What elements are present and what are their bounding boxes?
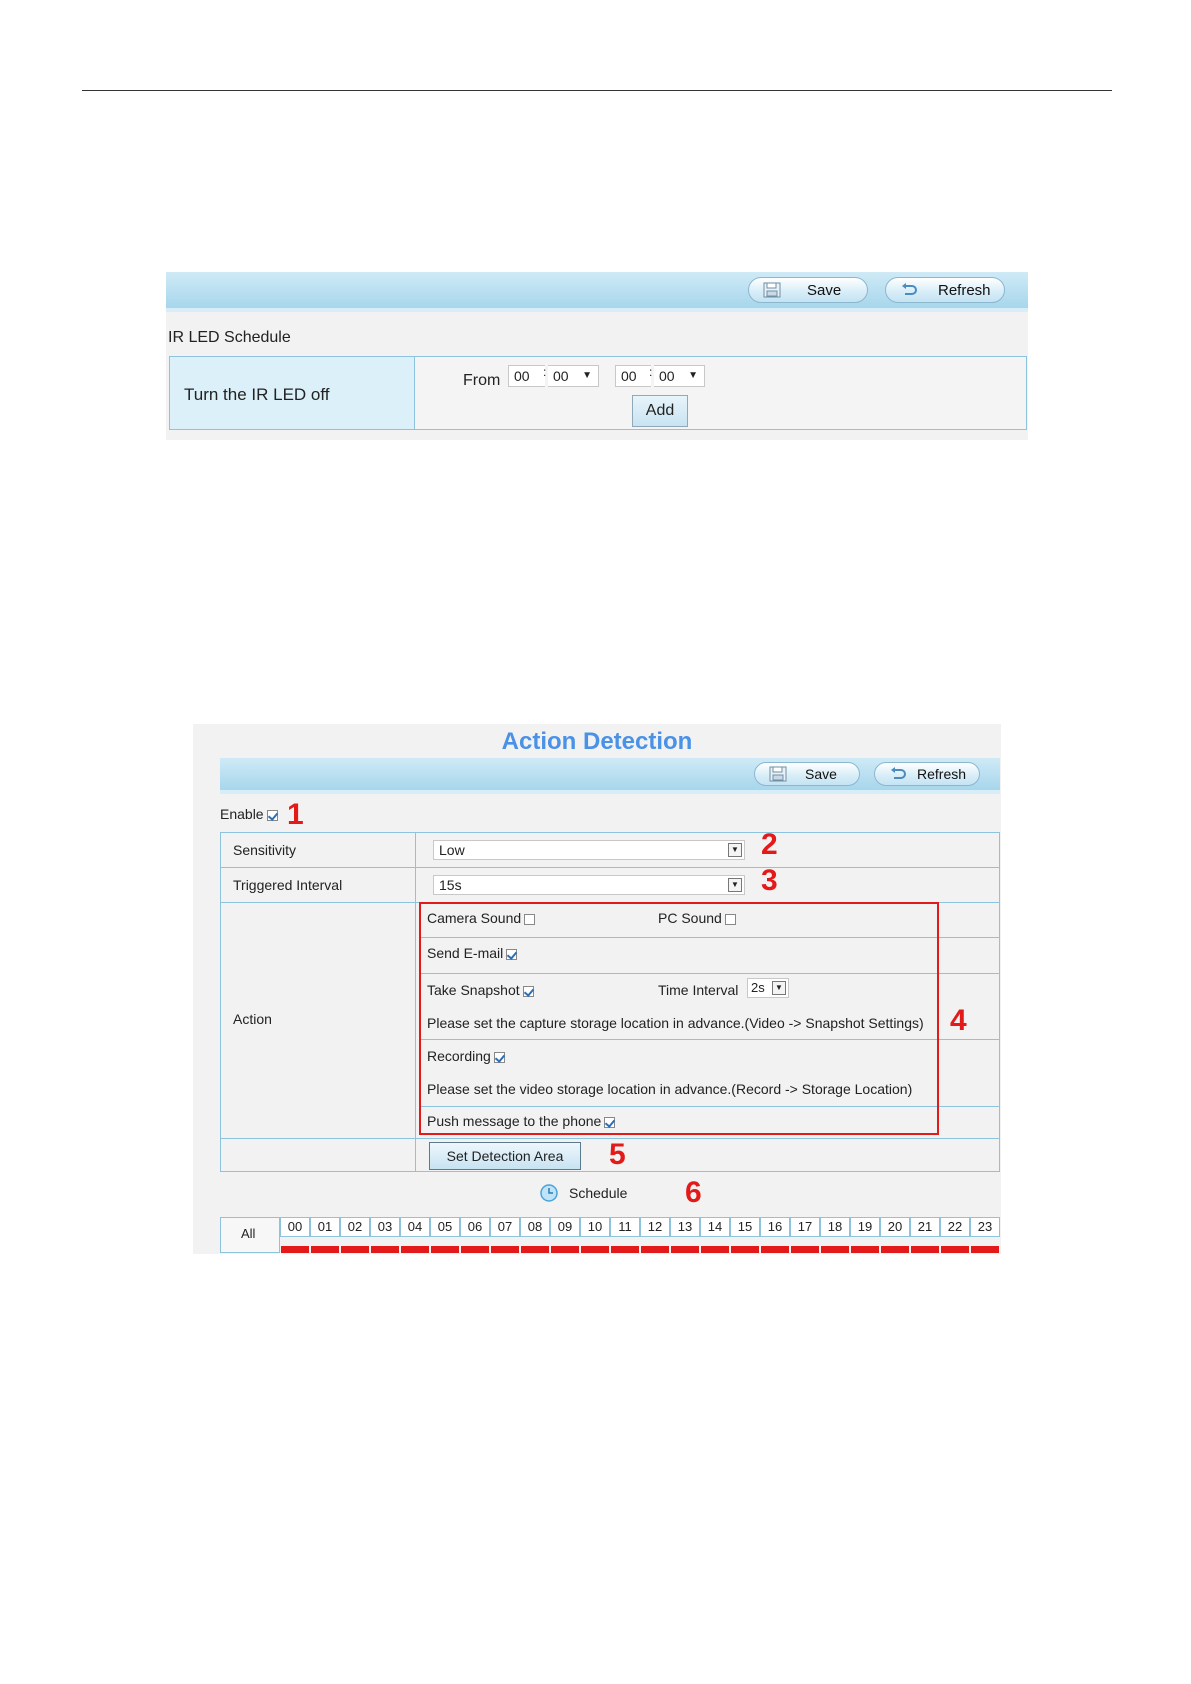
annotation-4: 4 xyxy=(950,1004,967,1037)
recording-option xyxy=(427,1048,505,1064)
triggered-interval-select[interactable] xyxy=(433,875,745,895)
triggered-interval-value: 15s xyxy=(439,877,462,893)
section-title: IR LED Schedule xyxy=(168,329,291,346)
ir-row-label: Turn the IR LED off xyxy=(184,385,330,404)
annotation-1: 1 xyxy=(287,798,304,831)
push-message-option xyxy=(427,1113,615,1129)
schedule-slot-11[interactable] xyxy=(611,1246,639,1253)
send-email-option xyxy=(427,945,517,961)
clock-icon xyxy=(540,1184,558,1202)
sensitivity-select[interactable] xyxy=(433,840,745,860)
schedule-slot-12[interactable] xyxy=(641,1246,669,1253)
action-divider xyxy=(421,973,937,974)
schedule-slot-00[interactable] xyxy=(281,1246,309,1253)
from-label: From xyxy=(463,372,501,389)
to-minute-select[interactable] xyxy=(654,365,705,387)
sensitivity-label: Sensitivity xyxy=(233,842,297,858)
from-hour-select[interactable] xyxy=(508,365,545,387)
camera-sound-label: Camera Sound xyxy=(427,910,522,926)
schedule-hour-05[interactable]: 05 xyxy=(430,1217,460,1237)
schedule-slot-18[interactable] xyxy=(821,1246,849,1253)
to-minute-value: 00 xyxy=(659,368,675,384)
chevron-down-icon: ▼ xyxy=(728,843,742,857)
save-button[interactable] xyxy=(754,762,860,786)
schedule-slot-06[interactable] xyxy=(461,1246,489,1253)
action-label: Action xyxy=(233,1011,272,1027)
camera-sound-checkbox[interactable] xyxy=(524,914,535,925)
from-minute-value: 00 xyxy=(553,368,569,384)
row-divider-right xyxy=(939,1106,1000,1107)
chevron-down-icon: ▼ xyxy=(772,981,786,995)
schedule-hour-10[interactable]: 10 xyxy=(580,1217,610,1237)
schedule-slot-05[interactable] xyxy=(431,1246,459,1253)
take-snapshot-option xyxy=(427,982,534,998)
schedule-hour-20[interactable]: 20 xyxy=(880,1217,910,1237)
send-email-label: Send E-mail xyxy=(427,945,504,961)
from-hour-value: 00 xyxy=(514,368,530,384)
snapshot-note: Please set the capture storage location in advance.(Video -> Snapshot Settings) xyxy=(427,1015,924,1031)
save-label: Save xyxy=(807,282,842,299)
row-divider-right xyxy=(939,973,1000,974)
schedule-hour-19[interactable]: 19 xyxy=(850,1217,880,1237)
schedule-hour-16[interactable]: 16 xyxy=(760,1217,790,1237)
push-message-label: Push message to the phone xyxy=(427,1113,602,1129)
action-divider xyxy=(421,1106,937,1107)
time-interval-value: 2s xyxy=(751,980,765,995)
from-time-separator: : xyxy=(543,365,547,379)
schedule-slot-08[interactable] xyxy=(521,1246,549,1253)
ir-row-label-cell xyxy=(170,357,415,429)
schedule-hour-03[interactable]: 03 xyxy=(370,1217,400,1237)
recording-checkbox[interactable] xyxy=(494,1052,505,1063)
refresh-arrow-icon xyxy=(889,766,907,782)
schedule-hour-13[interactable]: 13 xyxy=(670,1217,700,1237)
schedule-hour-15[interactable]: 15 xyxy=(730,1217,760,1237)
to-time-separator: : xyxy=(649,365,653,379)
schedule-slot-16[interactable] xyxy=(761,1246,789,1253)
schedule-hour-12[interactable]: 12 xyxy=(640,1217,670,1237)
schedule-hour-02[interactable]: 02 xyxy=(340,1217,370,1237)
column-divider xyxy=(415,832,416,1172)
schedule-hour-08[interactable]: 08 xyxy=(520,1217,550,1237)
row-divider-right xyxy=(939,937,1000,938)
refresh-arrow-icon xyxy=(900,282,918,298)
schedule-slot-17[interactable] xyxy=(791,1246,819,1253)
chevron-down-icon: ▼ xyxy=(688,370,698,381)
time-interval-select[interactable] xyxy=(747,978,789,998)
schedule-hour-23[interactable]: 23 xyxy=(970,1217,1000,1237)
annotation-3: 3 xyxy=(761,864,778,897)
to-hour-select[interactable] xyxy=(615,365,651,387)
schedule-hour-06[interactable]: 06 xyxy=(460,1217,490,1237)
schedule-slot-21[interactable] xyxy=(911,1246,939,1253)
schedule-hour-07[interactable]: 07 xyxy=(490,1217,520,1237)
ir-toolbar xyxy=(166,272,1028,312)
ad-toolbar xyxy=(220,758,1000,794)
action-divider xyxy=(421,1039,937,1040)
schedule-hour-17[interactable]: 17 xyxy=(790,1217,820,1237)
schedule-all-cell[interactable] xyxy=(220,1217,280,1253)
refresh-button[interactable] xyxy=(874,762,980,786)
floppy-disk-icon xyxy=(763,282,781,298)
ir-schedule-table xyxy=(169,356,1027,430)
enable-label: Enable xyxy=(220,806,264,822)
enable-checkbox[interactable] xyxy=(267,810,278,821)
refresh-button[interactable] xyxy=(885,277,1005,303)
triggered-interval-label: Triggered Interval xyxy=(233,877,343,893)
sensitivity-value: Low xyxy=(439,842,465,858)
schedule-slot-22[interactable] xyxy=(941,1246,969,1253)
schedule-slot-10[interactable] xyxy=(581,1246,609,1253)
annotation-2: 2 xyxy=(761,828,778,861)
schedule-label: Schedule xyxy=(569,1185,628,1201)
page-top-rule xyxy=(82,90,1112,91)
schedule-slot-15[interactable] xyxy=(731,1246,759,1253)
page-title: Action Detection xyxy=(501,728,693,755)
set-detection-area-button[interactable]: Set Detection Area xyxy=(429,1142,581,1170)
refresh-label: Refresh xyxy=(917,766,967,782)
action-detection-panel xyxy=(193,724,1001,1254)
chevron-down-icon: ▼ xyxy=(582,370,592,381)
pc-sound-option xyxy=(658,910,736,926)
send-email-checkbox[interactable] xyxy=(506,949,517,960)
schedule-hour-14[interactable]: 14 xyxy=(700,1217,730,1237)
schedule-hour-21[interactable]: 21 xyxy=(910,1217,940,1237)
all-label: All xyxy=(241,1226,256,1241)
schedule-slot-20[interactable] xyxy=(881,1246,909,1253)
ir-led-schedule-panel xyxy=(166,272,1028,440)
schedule-hour-09[interactable]: 09 xyxy=(550,1217,580,1237)
push-message-checkbox[interactable] xyxy=(604,1117,615,1128)
save-button[interactable] xyxy=(748,277,868,303)
schedule-slot-03[interactable] xyxy=(371,1246,399,1253)
schedule-hour-11[interactable]: 11 xyxy=(610,1217,640,1237)
camera-sound-option xyxy=(427,910,535,926)
time-interval-label: Time Interval xyxy=(658,982,739,998)
take-snapshot-label: Take Snapshot xyxy=(427,982,520,998)
schedule-slot-07[interactable] xyxy=(491,1246,519,1253)
floppy-disk-icon xyxy=(769,766,787,782)
schedule-slot-19[interactable] xyxy=(851,1246,879,1253)
schedule-hour-01[interactable]: 01 xyxy=(310,1217,340,1237)
pc-sound-label: PC Sound xyxy=(658,910,722,926)
take-snapshot-checkbox[interactable] xyxy=(523,986,534,997)
to-hour-value: 00 xyxy=(621,368,637,384)
row-divider-right xyxy=(939,1039,1000,1040)
recording-label: Recording xyxy=(427,1048,491,1064)
save-label: Save xyxy=(805,766,837,782)
schedule-slot-14[interactable] xyxy=(701,1246,729,1253)
schedule-slot-02[interactable] xyxy=(341,1246,369,1253)
pc-sound-checkbox[interactable] xyxy=(725,914,736,925)
refresh-label: Refresh xyxy=(938,282,991,299)
schedule-hour-22[interactable]: 22 xyxy=(940,1217,970,1237)
schedule-hour-00[interactable]: 00 xyxy=(280,1217,310,1237)
schedule-slot-23[interactable] xyxy=(971,1246,999,1253)
schedule-slot-09[interactable] xyxy=(551,1246,579,1253)
recording-note: Please set the video storage location in advance.(Record -> Storage Location) xyxy=(427,1081,913,1097)
schedule-hour-18[interactable]: 18 xyxy=(820,1217,850,1237)
annotation-5: 5 xyxy=(609,1138,626,1171)
action-divider xyxy=(421,937,937,938)
add-button[interactable]: Add xyxy=(632,395,688,427)
from-minute-select[interactable] xyxy=(548,365,599,387)
annotation-6: 6 xyxy=(685,1176,702,1209)
schedule-slot-04[interactable] xyxy=(401,1246,429,1253)
schedule-hour-04[interactable]: 04 xyxy=(400,1217,430,1237)
schedule-slot-01[interactable] xyxy=(311,1246,339,1253)
chevron-down-icon: ▼ xyxy=(728,878,742,892)
schedule-slot-13[interactable] xyxy=(671,1246,699,1253)
